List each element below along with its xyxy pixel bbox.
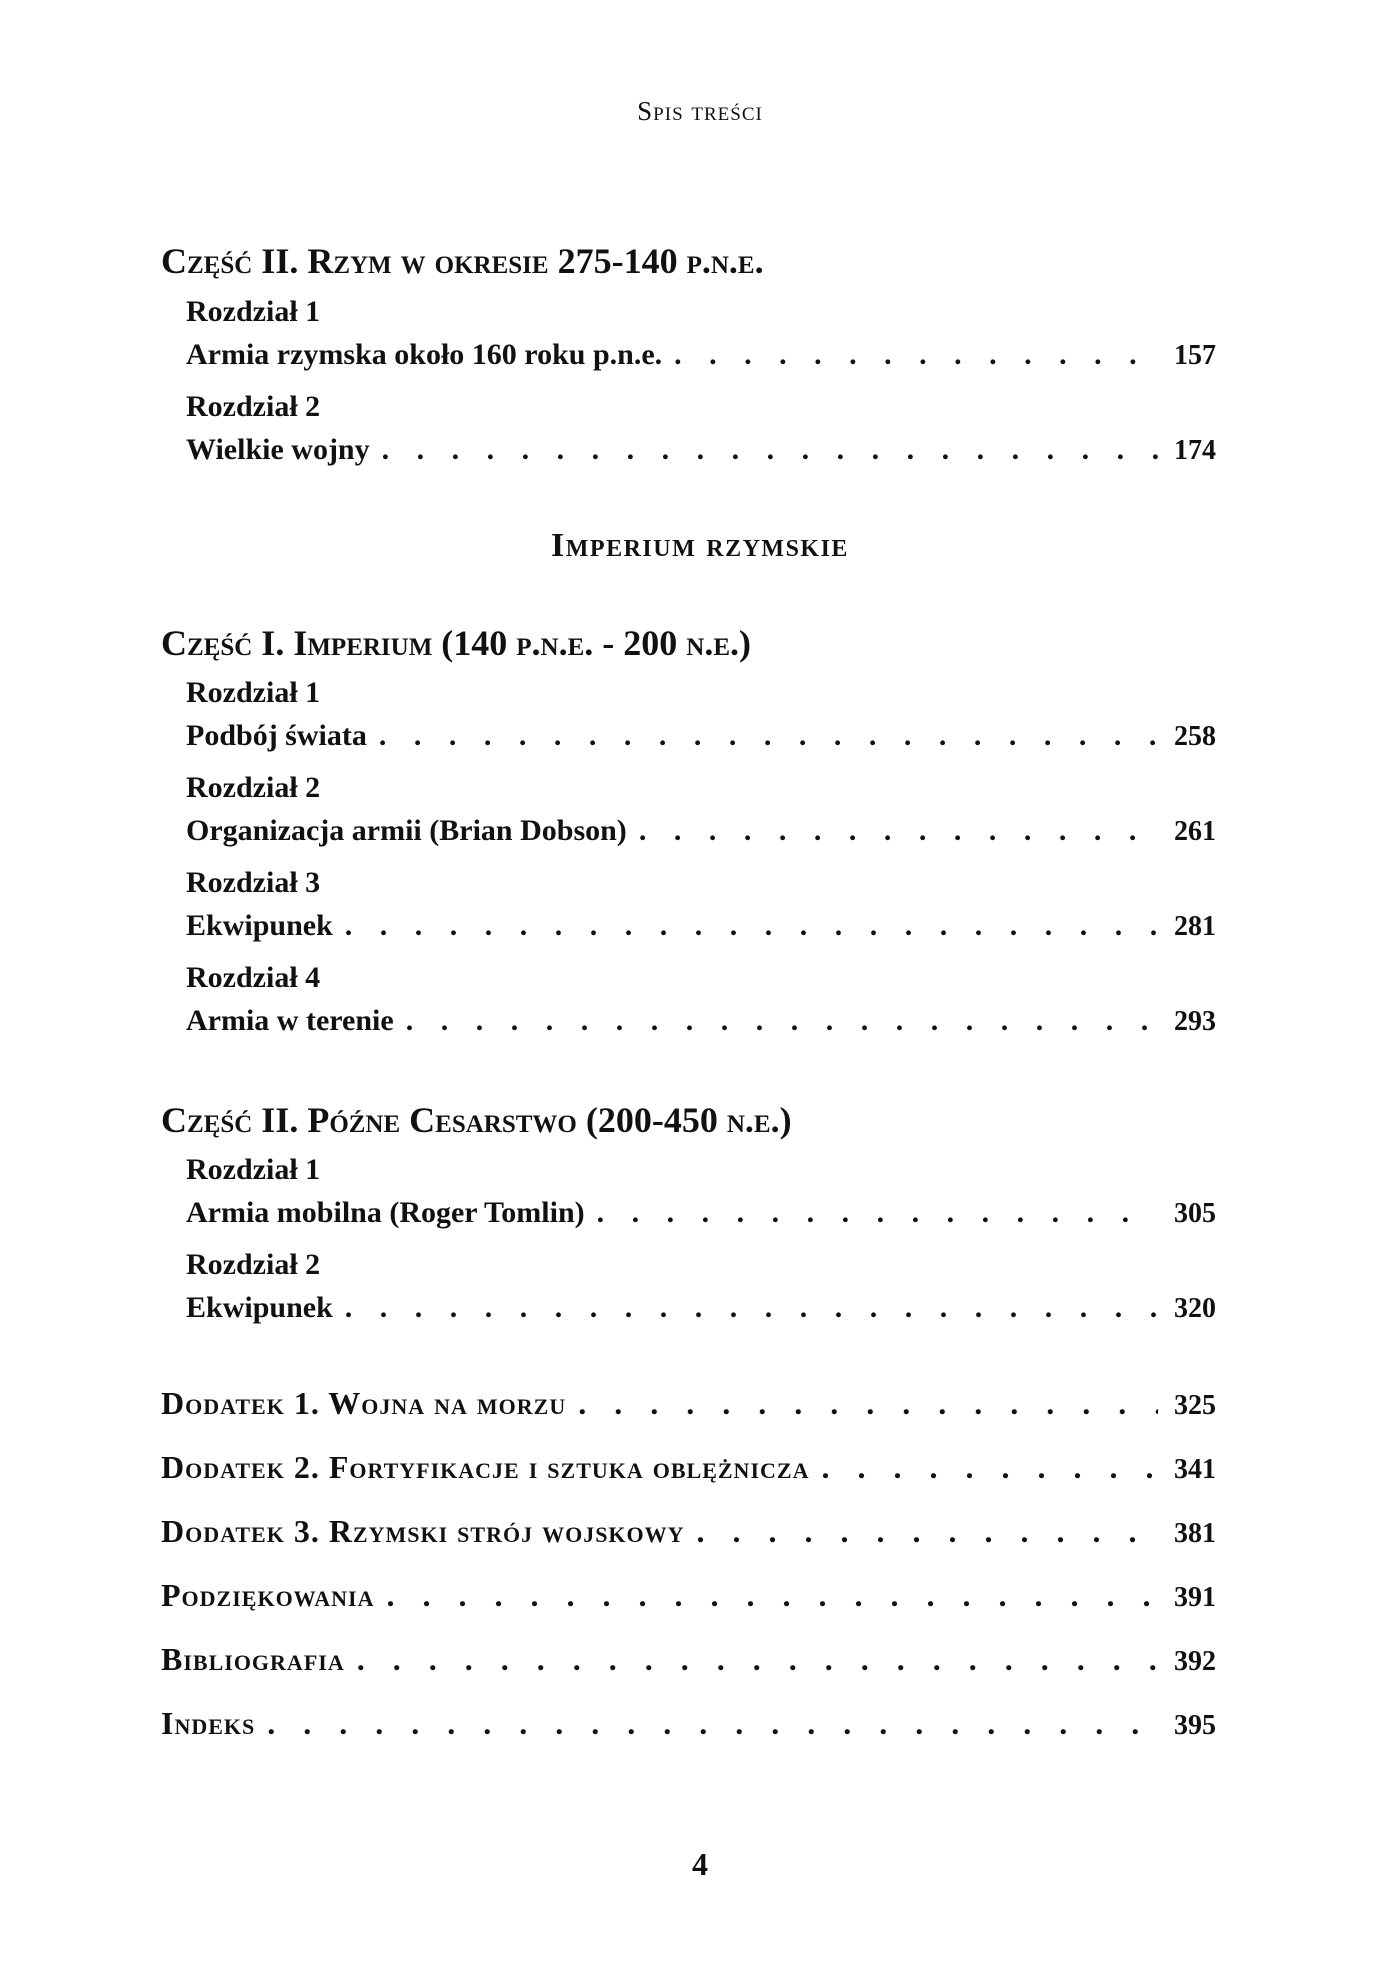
part-heading-imperium: Część I. Imperium (140 p.n.e. - 200 n.e.) <box>161 623 751 663</box>
entry-title: Ekwipunek <box>186 1291 333 1324</box>
page-ref: 392 <box>1174 1646 1216 1677</box>
toc-entry[interactable] <box>186 1291 1216 1325</box>
running-head: Spis treści <box>637 96 763 126</box>
entry-title: Podziękowania <box>161 1577 375 1613</box>
chapter-label: Rozdział 3 <box>186 866 321 899</box>
dot-leader <box>267 1705 1158 1742</box>
toc-entry[interactable] <box>186 814 1216 848</box>
chapter-label: Rozdział 1 <box>186 1153 321 1186</box>
chapter-label: Rozdział 1 <box>186 295 321 328</box>
dot-leader <box>578 1385 1158 1422</box>
entry-title: Dodatek 3. Rzymski strój wojskowy <box>161 1513 685 1549</box>
toc-entry-appendix-2[interactable] <box>161 1449 1216 1486</box>
page-ref: 305 <box>1174 1198 1216 1229</box>
dot-leader <box>406 1004 1158 1038</box>
toc-entry-appendix-1[interactable] <box>161 1385 1216 1422</box>
toc-entry[interactable] <box>186 1196 1216 1230</box>
toc-entry[interactable] <box>186 1004 1216 1038</box>
entry-title: Dodatek 1. Wojna na morzu <box>161 1385 567 1421</box>
part-heading-pozne-cesarstwo: Część II. Późne Cesarstwo (200-450 n.e.) <box>161 1100 792 1140</box>
dot-leader <box>821 1449 1158 1486</box>
dot-leader <box>345 1291 1158 1325</box>
entry-title: Armia w terenie <box>186 1004 394 1037</box>
page-ref: 320 <box>1174 1293 1216 1324</box>
page-ref: 381 <box>1174 1518 1216 1549</box>
page-ref: 261 <box>1174 816 1216 847</box>
entry-title: Armia rzymska około 160 roku p.n.e. <box>186 338 663 371</box>
dot-leader <box>382 433 1158 467</box>
toc-entry[interactable] <box>186 433 1216 467</box>
chapter-label: Rozdział 2 <box>186 390 321 423</box>
entry-title: Dodatek 2. Fortyfikacje i sztuka oblężnicza <box>161 1449 810 1485</box>
entry-title: Organizacja armii (Brian Dobson) <box>186 814 627 847</box>
page-ref: 281 <box>1174 911 1216 942</box>
toc-entry-appendix-3[interactable] <box>161 1513 1216 1550</box>
page-ref: 293 <box>1174 1006 1216 1037</box>
entry-title: Armia mobilna (Roger Tomlin) <box>186 1196 585 1229</box>
dot-leader <box>697 1513 1158 1550</box>
page-ref: 395 <box>1174 1710 1216 1741</box>
entry-title: Bibliografia <box>161 1641 345 1677</box>
chapter-label: Rozdział 2 <box>186 771 321 804</box>
page-number: 4 <box>692 1846 708 1882</box>
entry-title: Indeks <box>161 1705 256 1741</box>
part-heading-rzym: Część II. Rzym w okresie 275-140 p.n.e. <box>161 241 764 281</box>
page-ref: 325 <box>1174 1390 1216 1421</box>
toc-entry[interactable] <box>186 909 1216 943</box>
chapter-label: Rozdział 2 <box>186 1248 321 1281</box>
dot-leader <box>345 909 1158 943</box>
page-ref: 157 <box>1174 340 1216 371</box>
dot-leader <box>379 719 1158 753</box>
page-ref: 174 <box>1174 435 1216 466</box>
dot-leader <box>639 814 1158 848</box>
dot-leader <box>357 1641 1158 1678</box>
entry-title: Wielkie wojny <box>186 433 370 466</box>
toc-entry-bibliography[interactable] <box>161 1641 1216 1678</box>
dot-leader <box>386 1577 1158 1614</box>
page-ref: 258 <box>1174 721 1216 752</box>
section-title: Imperium rzymskie <box>551 527 849 564</box>
page-ref: 391 <box>1174 1582 1216 1613</box>
toc-entry[interactable] <box>186 719 1216 753</box>
toc-entry-acknowledgements[interactable] <box>161 1577 1216 1614</box>
chapter-label: Rozdział 4 <box>186 961 321 994</box>
entry-title: Ekwipunek <box>186 909 333 942</box>
entry-title: Podbój świata <box>186 719 367 752</box>
toc-entry-index[interactable] <box>161 1705 1216 1742</box>
chapter-label: Rozdział 1 <box>186 676 321 709</box>
page-ref: 341 <box>1174 1454 1216 1485</box>
dot-leader <box>597 1196 1158 1230</box>
dot-leader <box>674 338 1158 372</box>
toc-entry[interactable] <box>186 338 1216 372</box>
